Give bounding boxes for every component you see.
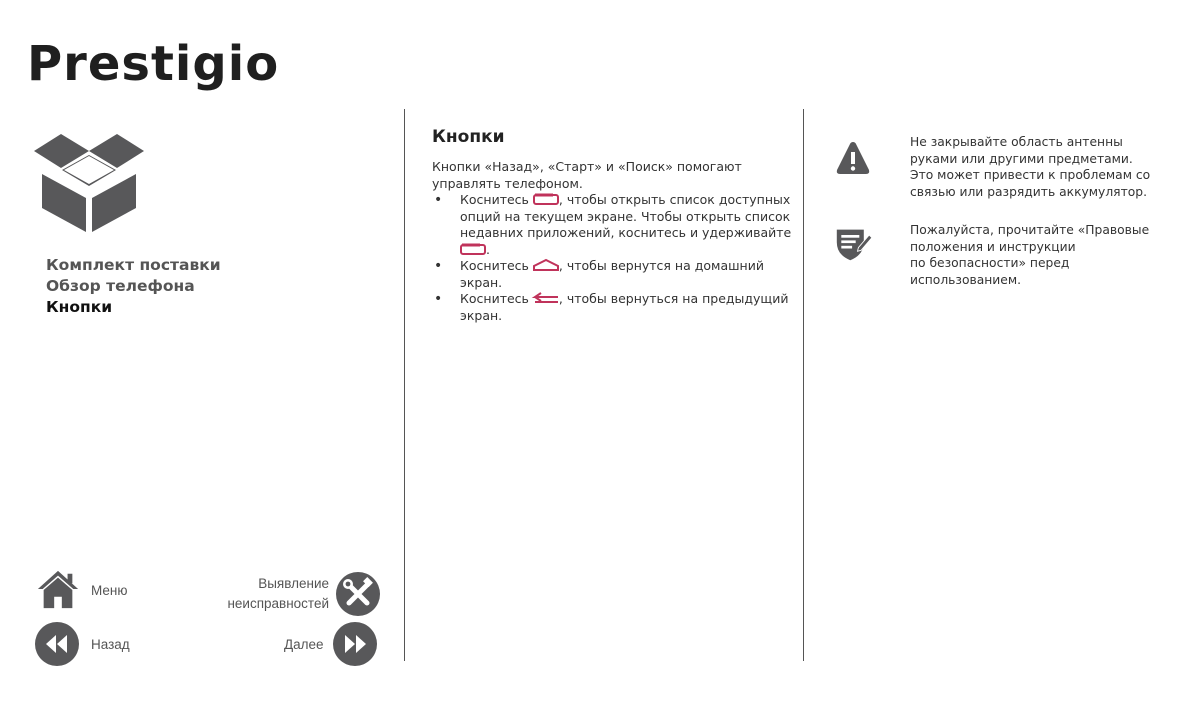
- info-note: [835, 222, 1165, 288]
- column-divider-right: [803, 109, 804, 661]
- warning-icon: [835, 138, 871, 178]
- toc-item-phone-overview[interactable]: Обзор телефона: [46, 277, 195, 295]
- bullet-text: , чтобы вернутся на домашний экран.: [460, 258, 764, 290]
- package-box-icon: [32, 126, 146, 234]
- troubleshooting-label-line2: неисправностей: [227, 596, 329, 611]
- prestigio-logo: [27, 36, 280, 92]
- back-nav[interactable]: [34, 621, 130, 667]
- note-pen-icon: [835, 224, 871, 264]
- info-text: Пожалуйста, прочитайте «Правовые положения и инструкции по безопасности» перед использованием.: [910, 223, 1150, 287]
- tools-icon[interactable]: [335, 571, 381, 617]
- bullet-text: Коснитесь: [460, 291, 533, 306]
- list-item: [432, 258, 792, 291]
- warning-text: Не закрывайте область антенны руками или другими предметами. Это может привести к проблемам со связью или разрядить аккумулятор.: [910, 135, 1151, 199]
- warning-note: [835, 134, 1165, 200]
- menu-key-icon: [460, 243, 486, 255]
- section-title: Кнопки: [432, 127, 505, 147]
- list-item: [432, 291, 792, 324]
- next-nav[interactable]: [284, 621, 378, 667]
- back-key-icon: [533, 292, 559, 304]
- back-label[interactable]: Назад: [91, 636, 130, 652]
- bullet-text: Коснитесь: [460, 258, 533, 273]
- bullet-text: , чтобы открыть список доступных опций на текущем экране. Чтобы открыть список недавних приложений, коснитесь и удерживайте: [460, 192, 792, 240]
- bullet-text: Коснитесь: [460, 192, 533, 207]
- home-key-icon: [533, 259, 559, 271]
- svg-text:Prestigio: Prestigio: [27, 36, 280, 92]
- toc-item-package-contents[interactable]: Комплект поставки: [46, 256, 221, 274]
- list-item: [432, 192, 792, 258]
- troubleshooting-label[interactable]: [215, 574, 329, 614]
- next-label[interactable]: Далее: [284, 636, 324, 652]
- toc-item-buttons[interactable]: Кнопки: [46, 298, 113, 316]
- menu-nav[interactable]: [34, 568, 128, 612]
- buttons-section: [432, 127, 792, 324]
- rewind-back-icon[interactable]: [34, 621, 80, 667]
- forward-next-icon[interactable]: [332, 621, 378, 667]
- troubleshooting-nav[interactable]: [215, 571, 381, 617]
- bullet-text: .: [486, 241, 490, 257]
- home-icon[interactable]: [34, 568, 82, 612]
- intro-text: Кнопки «Назад», «Старт» и «Поиск» помогают управлять телефоном.: [432, 159, 742, 191]
- column-divider-left: [404, 109, 405, 661]
- table-of-contents: [46, 255, 221, 318]
- buttons-list: [432, 192, 792, 324]
- menu-label[interactable]: Меню: [91, 582, 128, 598]
- bullet-text: , чтобы вернуться на предыдущий экран.: [460, 291, 789, 323]
- troubleshooting-label-line1: Выявление: [258, 576, 329, 591]
- menu-key-icon: [533, 193, 559, 205]
